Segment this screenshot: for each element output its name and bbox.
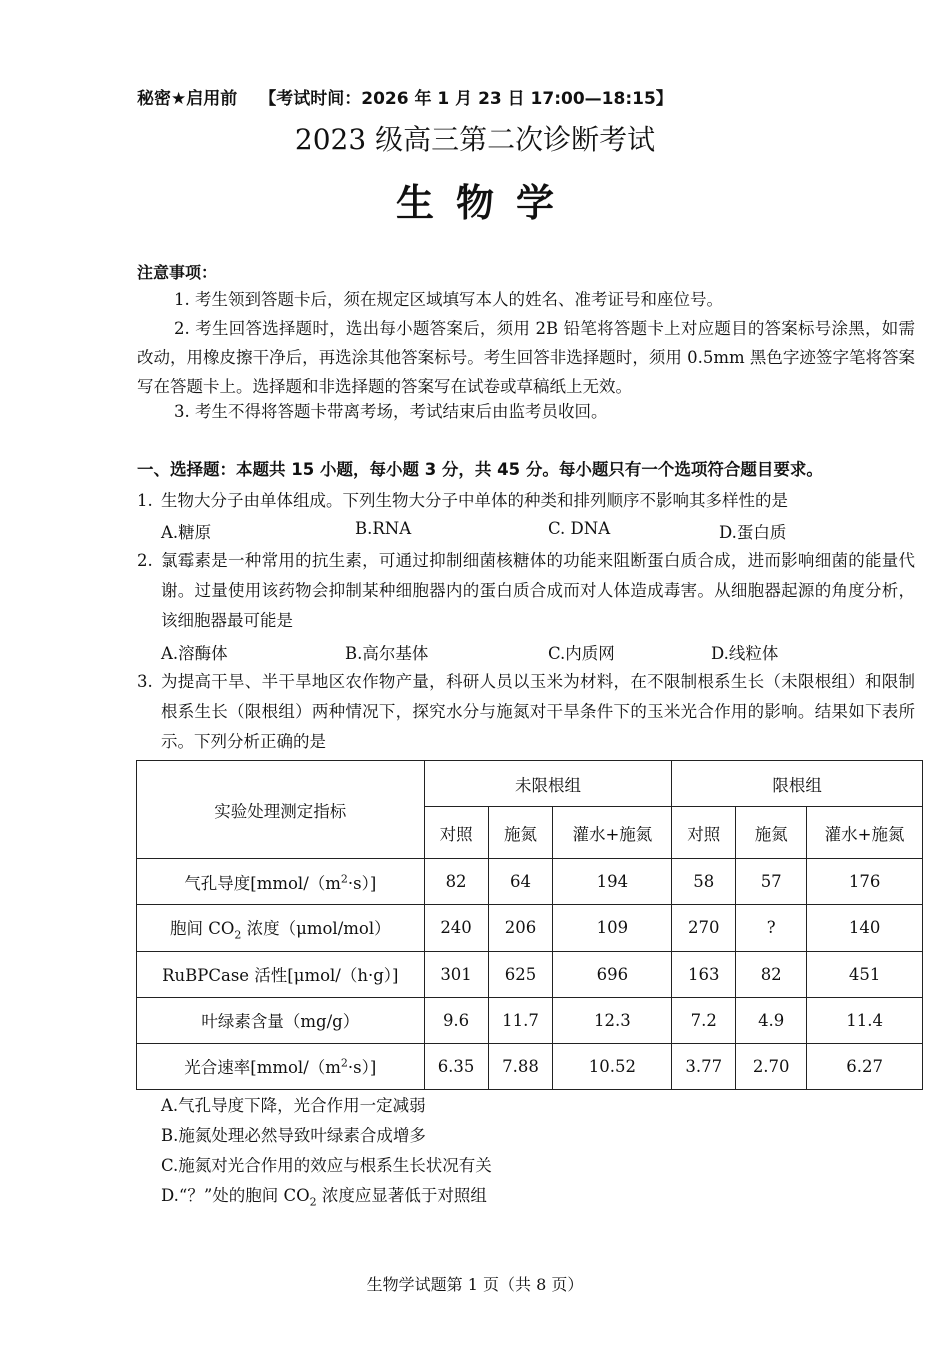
q1-option-b: B.RNA [355, 519, 412, 538]
column-header: 施氮 [488, 807, 553, 859]
table-cell: 7.2 [672, 997, 736, 1043]
question-text: 为提高干旱、半干旱地区农作物产量，科研人员以玉米为材料，在不限制根系生长（未限根组）和限制根系生长（限根组）两种情况下，探究水分与施氮对干旱条件下的玉米光合作用的影响。结果如下表所示。下列分析正确的是 [161, 672, 915, 751]
table-cell: 57 [736, 859, 807, 905]
secret-label: 秘密★启用前 [137, 89, 238, 109]
table-cell: 64 [488, 859, 553, 905]
row-label: 气孔导度$[mmol/(m^2\cdot s)]$ [137, 859, 425, 905]
notice-heading: 注意事项： [137, 263, 218, 282]
exam-header [137, 84, 673, 109]
exam-time: 【考试时间：2026 年 1 月 23 日 17:00—18:15】 [259, 89, 673, 109]
table-cell: 10.52 [553, 1043, 672, 1089]
table-row [137, 997, 923, 1043]
q3-option-b: B.施氮处理必然导致叶绿素合成增多 [161, 1126, 426, 1145]
table-cell: 3.77 [672, 1043, 736, 1089]
q3-option-c: C.施氮对光合作用的效应与根系生长状况有关 [161, 1156, 492, 1175]
page-footer: 生物学试题第 1 页（共 8 页） [366, 1275, 584, 1294]
row-label: 叶绿素含量（mg/g） [137, 997, 425, 1043]
notice-item-3: 3. 考生不得将答题卡带离考场，考试结束后由监考员收回。 [174, 402, 608, 421]
notice-item-2: 2. 考生回答选择题时，选出每小题答案后，须用 2B 铅笔将答题卡上对应题目的答案标号涂黑，如需改动，用橡皮擦干净后，再选涂其他答案标号。考生回答非选择题时，须用 0.5mm 黑色字迹签字笔将答案写在答题卡上。选择题和非选择题的答案写在试卷或草稿纸上无效。 [137, 319, 915, 396]
table-cell: 9.6 [424, 997, 488, 1043]
table-cell: 176 [807, 859, 923, 905]
table-row [137, 905, 923, 951]
table-cell: 82 [424, 859, 488, 905]
question-text: 生物大分子由单体组成。下列生物大分子中单体的种类和排列顺序不影响其多样性的是 [161, 491, 788, 510]
table-cell: 7.88 [488, 1043, 553, 1089]
group-unrestricted-root: 未限根组 [424, 761, 672, 807]
q2-option-d: D.线粒体 [711, 644, 779, 663]
q2-option-a: A.溶酶体 [161, 644, 228, 663]
row-label: 光合速率$[mmol/(m^2\cdot s)]$ [137, 1043, 425, 1089]
table-cell: 451 [807, 951, 923, 997]
table-corner-cell: 实验处理测定指标 [137, 761, 425, 859]
row-label: RuBPCase 活性[μmol/（h·g）] [137, 951, 425, 997]
q1-option-d: D.蛋白质 [719, 523, 787, 542]
column-header: 施氮 [736, 807, 807, 859]
column-header: 对照 [424, 807, 488, 859]
table-cell: 6.27 [807, 1043, 923, 1089]
table-cell: 11.7 [488, 997, 553, 1043]
question-number: 1. [137, 491, 153, 510]
table-group-header [137, 761, 923, 807]
subject-title: 生物学 [395, 181, 576, 225]
row-label: 胞间 $CO_2$ 浓度（μmol/mol） [137, 905, 425, 951]
table-cell: 11.4 [807, 997, 923, 1043]
q1-option-a: A.糖原 [161, 523, 212, 542]
question-text: 氯霉素是一种常用的抗生素，可通过抑制细菌核糖体的功能来阻断蛋白质合成，进而影响细菌的能量代谢。过量使用该药物会抑制某种细胞器内的蛋白质合成而对人体造成毒害。从细胞器起源的角度分析，该细胞器最可能是 [161, 551, 915, 630]
table-cell: 163 [672, 951, 736, 997]
question-number: 2. [137, 551, 153, 570]
section-heading: 一、选择题：本题共 15 小题，每小题 3 分，共 45 分。每小题只有一个选项符合题目要求。 [137, 460, 823, 479]
q2-option-c: C.内质网 [548, 644, 615, 663]
column-header: 对照 [672, 807, 736, 859]
table-row [137, 951, 923, 997]
question-3 [137, 667, 915, 757]
exam-title: 2023 级高三第二次诊断考试 [294, 123, 656, 156]
table-cell: 194 [553, 859, 672, 905]
question-1 [137, 486, 915, 516]
question-2 [137, 546, 915, 636]
notice-item-1: 1. 考生领到答题卡后，须在规定区域填写本人的姓名、准考证号和座位号。 [174, 290, 723, 309]
q1-option-c: C. DNA [548, 519, 611, 538]
table-cell: 109 [553, 905, 672, 951]
table-row [137, 859, 923, 905]
table-cell: ? [736, 905, 807, 951]
column-header: 灌水+施氮 [553, 807, 672, 859]
table-cell: 82 [736, 951, 807, 997]
table-cell: 140 [807, 905, 923, 951]
table-row [137, 1043, 923, 1089]
table-cell: 696 [553, 951, 672, 997]
question-number: 3. [137, 672, 153, 691]
table-cell: 6.35 [424, 1043, 488, 1089]
column-header: 灌水+施氮 [807, 807, 923, 859]
q3-option-a: A.气孔导度下降，光合作用一定减弱 [161, 1096, 426, 1115]
table-cell: 270 [672, 905, 736, 951]
table-cell: 2.70 [736, 1043, 807, 1089]
results-table [136, 760, 923, 1090]
table-cell: 206 [488, 905, 553, 951]
table-cell: 301 [424, 951, 488, 997]
group-restricted-root: 限根组 [672, 761, 923, 807]
table-cell: 12.3 [553, 997, 672, 1043]
table-cell: 4.9 [736, 997, 807, 1043]
q2-option-b: B.高尔基体 [345, 644, 429, 663]
table-cell: 58 [672, 859, 736, 905]
table-cell: 240 [424, 905, 488, 951]
table-cell: 625 [488, 951, 553, 997]
q3-option-d: D.“？”处的胞间 $CO_2$ 浓度应显著低于对照组 [161, 1186, 487, 1209]
